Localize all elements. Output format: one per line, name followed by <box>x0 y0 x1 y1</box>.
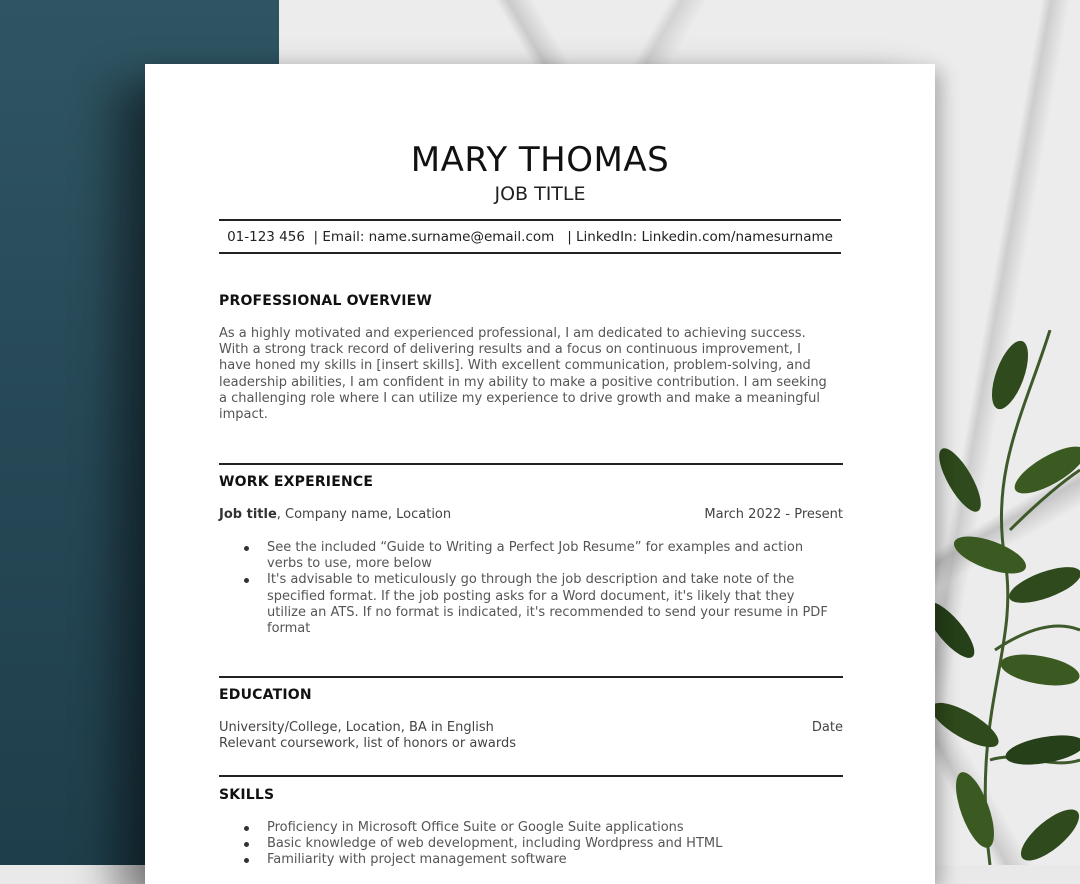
job-role <box>219 507 451 523</box>
contact-linkedin: | LinkedIn: Linkedin.com/namesurname <box>567 229 833 245</box>
plant-leaves-decoration <box>930 330 1080 865</box>
overview-line: impact. <box>219 407 268 423</box>
list-item: Proficiency in Microsoft Office Suite or Google Suite applications <box>267 820 844 836</box>
contact-email: | Email: name.surname@email.com <box>313 229 555 245</box>
bullet-line: utilize an ATS. If no format is indicated, it's recommended to send your resume in PDF <box>267 604 828 620</box>
bullet-line: It's advisable to meticulously go through the job description and take note of the <box>267 572 795 588</box>
header-bottom-rule <box>219 252 841 254</box>
skills-divider <box>219 775 843 777</box>
education-details-row <box>219 736 843 752</box>
bullet-line: verbs to use, more below <box>267 556 432 572</box>
job-company: , Company name, Location <box>276 507 452 522</box>
job-bullets <box>219 540 844 637</box>
skills-list <box>219 820 844 869</box>
education-school: University/College, Location, BA in English <box>219 720 494 735</box>
contact-line <box>220 228 840 246</box>
education-heading: EDUCATION <box>219 687 312 703</box>
overview-heading: PROFESSIONAL OVERVIEW <box>219 293 433 309</box>
work-divider <box>219 463 843 465</box>
overview-line: a challenging role where I can utilize my experience to drive growth and make a meaningful <box>219 390 820 406</box>
bullet-line: See the included “Guide to Writing a Perfect Job Resume” for examples and action <box>267 540 804 555</box>
work-heading: WORK EXPERIENCE <box>219 474 374 490</box>
list-item: Basic knowledge of web development, including Wordpress and HTML <box>267 836 844 852</box>
overview-line: leadership abilities, I am confident in my ability to make a positive contribution. I am seeking <box>219 374 827 390</box>
list-item: Familiarity with project management software <box>267 852 844 868</box>
education-details: Relevant coursework, list of honors or awards <box>219 736 517 751</box>
list-item <box>267 540 844 572</box>
education-date: Date <box>811 720 843 735</box>
education-divider <box>219 676 843 678</box>
job-entry-header <box>219 507 843 523</box>
overview-paragraph <box>219 326 844 423</box>
resume-page <box>145 64 935 884</box>
overview-line: With a strong track record of delivering results and a focus on continuous improvement, I <box>219 342 802 358</box>
resume-job-title: JOB TITLE <box>494 183 586 205</box>
bullet-line: specified format. If the job posting asks for a Word document, it's likely that they <box>267 588 795 604</box>
list-item <box>267 572 844 637</box>
bullet-line: format <box>267 621 311 637</box>
contact-phone: 01-123 456 <box>227 229 305 245</box>
overview-line: have honed my skills in [insert skills]. With excellent communication, problem-solving, and <box>219 358 811 374</box>
header-top-rule <box>219 219 841 221</box>
skills-heading: SKILLS <box>219 787 275 803</box>
job-title-bold: Job title <box>219 507 277 522</box>
job-dates: March 2022 - Present <box>704 507 843 522</box>
overview-line: As a highly motivated and experienced professional, I am dedicated to achieving success. <box>219 326 806 341</box>
education-entry <box>219 720 843 736</box>
resume-name: MARY THOMAS <box>410 140 670 180</box>
